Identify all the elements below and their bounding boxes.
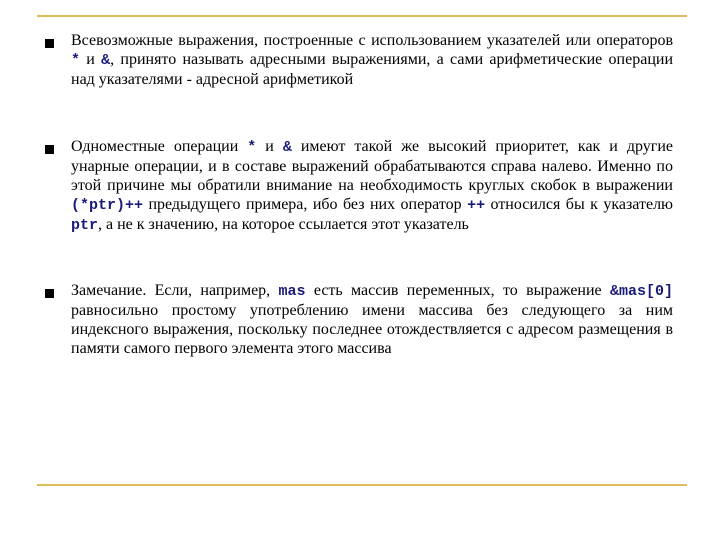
text-segment: и xyxy=(80,51,102,68)
square-bullet-icon xyxy=(45,39,54,48)
paragraph-unary-operations xyxy=(71,137,673,235)
code-snippet: * xyxy=(71,52,81,69)
square-bullet-icon xyxy=(45,145,54,154)
text-segment: равносильно простому употреблению имени массива без следующего за ним индексного выражения, поскольку последнее отождествляется с адресом размещения в памяти самого первого элемента этого массива xyxy=(71,302,673,357)
top-divider xyxy=(37,15,687,17)
text-segment: и xyxy=(256,138,283,155)
paragraph-address-expressions xyxy=(71,31,673,89)
text-segment: Замечание. Если, например, xyxy=(71,282,279,299)
text-segment: предыдущего примера, ибо без них оператор xyxy=(143,196,468,213)
square-bullet-icon xyxy=(45,289,54,298)
code-snippet: (*ptr)++ xyxy=(71,197,144,214)
text-segment: есть массив переменных, то выражение xyxy=(305,282,610,299)
code-snippet: & xyxy=(282,139,292,156)
paragraph-array-remark xyxy=(71,281,673,358)
code-snippet: ++ xyxy=(467,197,486,214)
text-segment: , принято называть адресными выражениями, а сами арифметические операции над указателями - адресной арифметикой xyxy=(71,51,674,88)
code-snippet: mas xyxy=(278,283,306,300)
code-snippet: * xyxy=(247,139,257,156)
text-segment: , а не к значению, на которое ссылается этот указатель xyxy=(98,216,469,233)
bottom-divider xyxy=(37,484,687,486)
text-segment: имеют такой же высокий приоритет, как и другие унарные операции, и в составе выражений обрабатываются справа налево. Именно по этой причине мы обратили внимание на необходимость круглых скобок в выражении xyxy=(71,138,674,194)
text-segment: относился бы к указателю xyxy=(485,196,674,213)
code-snippet: &mas[0] xyxy=(609,283,673,300)
text-segment: Всевозможные выражения, построенные с использованием указателей или операторов xyxy=(71,32,673,49)
code-snippet: ptr xyxy=(71,217,99,234)
code-snippet: & xyxy=(101,52,111,69)
text-segment: Одноместные операции xyxy=(71,138,248,155)
